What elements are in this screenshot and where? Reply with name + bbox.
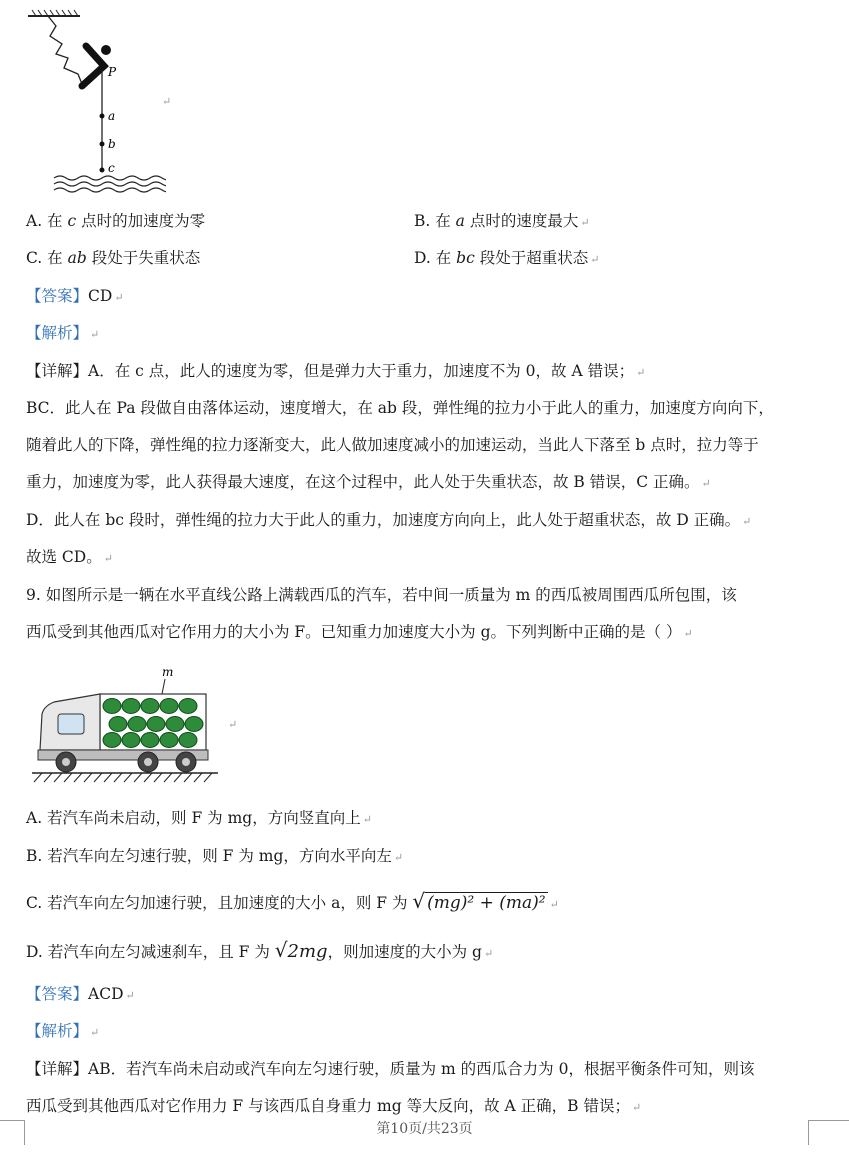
truck-figure [30,662,230,790]
q8-option-D: D. 在 bc 段处于超重状态 ↵ [414,249,600,267]
q9-stem-2: 西瓜受到其他西瓜对它作用力的大小为 F。已知重力加速度大小为 g。下列判断中正确的是（ ） ↵ [26,623,693,641]
label-m: m [162,665,174,679]
watermelon-icon [166,717,184,732]
q8-option-A: A. 在 c 点时的加速度为零 [26,212,206,230]
watermelon-icon [103,699,121,714]
crop-mark [808,1120,849,1145]
q8-option-C: C. 在 ab 段处于失重状态 [26,249,201,267]
watermelon-icon [122,699,140,714]
watermelon-icon [179,699,197,714]
watermelon-icon [128,717,146,732]
formula-sqrt2-mg: 2mg [287,941,328,962]
q8-detail-D: D．此人在 bc 段时，弹性绳的拉力大于此人的重力，加速度方向向上，此人处于超重状态，故 D 正确。 ↵ [26,511,752,529]
watermelon-icon [141,733,159,748]
watermelon-icon [103,733,121,748]
watermelon-icon [147,717,165,732]
crop-mark [0,1120,25,1145]
page-number: 第10页/共23页 [376,1121,473,1137]
watermelon-icon [160,699,178,714]
q8-detail-BC-1: BC．此人在 Pa 段做自由落体运动，速度增大，在 ab 段，弹性绳的拉力小于此人的重力，加速度方向向下， [26,399,774,417]
q8-detail-BC-2: 随着此人的下降，弹性绳的拉力逐渐变大，此人做加速度减小的加速运动，当此人下落至 b 点时，拉力等于 [26,436,759,454]
watermelon-icon [185,717,203,732]
q9-option-A: A. 若汽车尚未启动，则 F 为 mg，方向竖直向上 ↵ [26,809,372,827]
watermelon-icon [122,733,140,748]
q9-option-B: B. 若汽车向左匀速行驶，则 F 为 mg，方向水平向左 ↵ [26,847,404,865]
q9-answer: 【答案】ACD ↵ [26,985,135,1003]
q9-analysis-tag: 【解析】 ↵ [26,1022,100,1040]
watermelon-icon [179,733,197,748]
formula-sqrt-sum: (mg)² + (ma)² [427,893,546,913]
watermelon-icon [109,717,127,732]
q9-stem-1: 9. 如图所示是一辆在水平直线公路上满载西瓜的汽车，若中间一质量为 m 的西瓜被周围西瓜所包围，该 [26,586,737,604]
label-a: a [108,109,116,123]
return-mark: ↵ [162,95,172,108]
watermelon-icon [141,699,159,714]
q8-conclusion: 故选 CD。 ↵ [26,548,113,566]
label-b: b [108,137,116,151]
q8-option-B: B. 在 a 点时的速度最大 ↵ [414,212,590,230]
q8-detail-BC-3: 重力，加速度为零，此人获得最大速度，在这个过程中，此人处于失重状态，故 B 错误，C 正确。 ↵ [26,473,711,491]
bungee-figure [26,8,166,198]
q8-detail-A: 【详解】A．在 c 点，此人的速度为零，但是弹力大于重力，加速度不为 0，故 A 错误； ↵ [26,362,646,380]
watermelon-icon [160,733,178,748]
label-P: P [108,65,117,79]
label-c: c [108,161,115,175]
q9-option-D: D. 若汽车向左匀减速刹车，且 F 为 √2mg，则加速度的大小为 g ↵ [26,938,494,962]
q9-detail-AB-2: 西瓜受到其他西瓜对它作用力 F 与该西瓜自身重力 mg 等大反向，故 A 正确，B 错误； ↵ [26,1097,642,1115]
q8-analysis-tag: 【解析】 ↵ [26,324,100,342]
q8-answer: 【答案】CD ↵ [26,287,124,305]
return-mark: ↵ [228,718,238,731]
q9-option-C: C. 若汽车向左匀加速行驶，且加速度的大小 a，则 F 为 √ (mg)² + (ma)² ↵ [26,889,559,913]
q9-detail-AB-1: 【详解】AB．若汽车尚未启动或汽车向左匀速行驶，质量为 m 的西瓜合力为 0，根据平衡条件可知，则该 [26,1060,755,1078]
